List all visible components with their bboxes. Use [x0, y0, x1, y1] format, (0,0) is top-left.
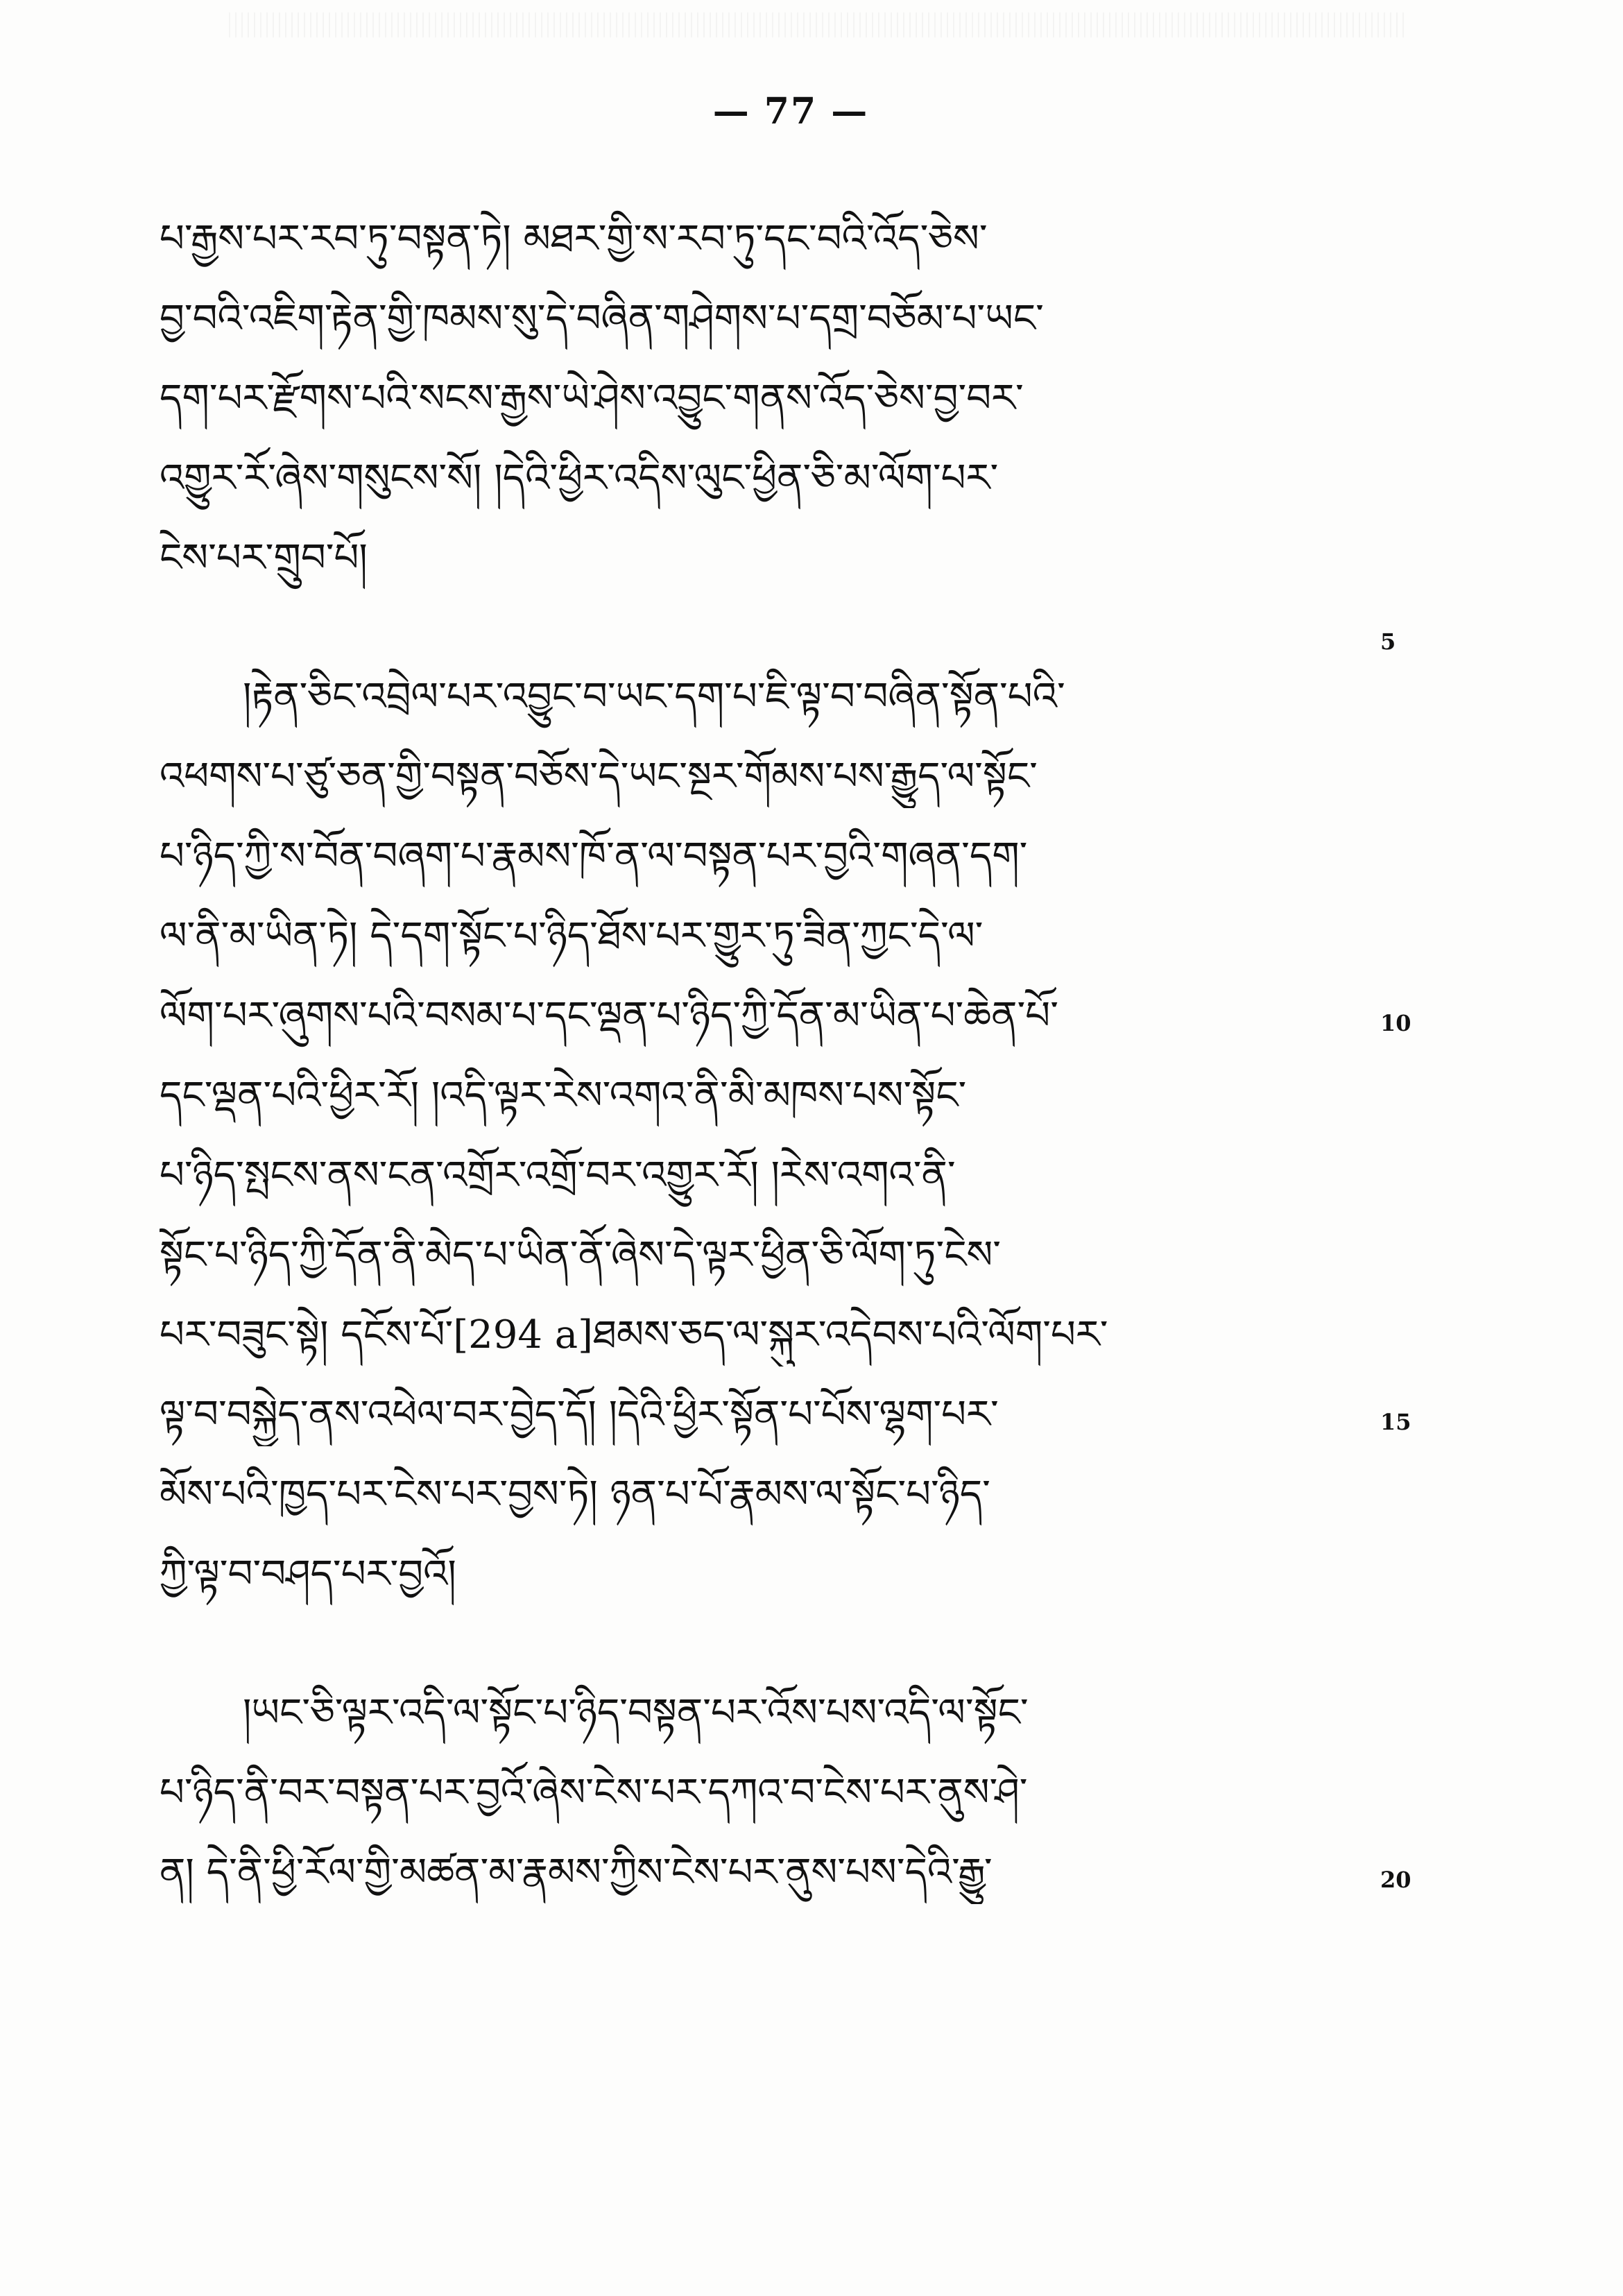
text-line: ལྟ་བ་བསྐྱེད་ནས་འཕེལ་བར་བྱེད་དོ། །དེའི་ཕྱིར་སྟོན་པ་པོས་ལྷག་པར་ — [160, 1392, 999, 1437]
text-line: དག་པར་རྫོགས་པའི་སངས་རྒྱས་ཡེ་ཤེས་འབྱུང་གནས་འོད་ཅེས་བྱ་བར་ — [160, 376, 1024, 421]
text-line: འགྱུར་རོ་ཞེས་གསུངས་སོ། །དེའི་ཕྱིར་འདིས་ལུང་ཕྱིན་ཅི་མ་ལོག་པར་ — [160, 456, 999, 501]
text-line: མོས་པའི་ཁྱད་པར་ངེས་པར་བྱས་ཏེ། ཉན་པ་པོ་རྣམས་ལ་སྟོང་པ་ཉིད་ — [160, 1472, 990, 1517]
text-line: སྟོང་པ་ཉིད་ཀྱི་དོན་ནི་མེད་པ་ཡིན་ནོ་ཞེས་དེ་ལྟར་ཕྱིན་ཅི་ལོག་ཏུ་ངེས་ — [160, 1233, 1002, 1278]
text-line: པ་རྒྱས་པར་རབ་ཏུ་བསྟན་ཏེ། མཐར་གྱི་ས་རབ་ཏུ་དང་བའི་འོད་ཅེས་ — [160, 216, 988, 262]
line-number: 10 — [1380, 1010, 1411, 1036]
text-line: པ་ཉིད་སྤངས་ནས་ངན་འགྲོར་འགྲོ་བར་འགྱུར་རོ། །རེས་འགའ་ནི་ — [160, 1153, 956, 1198]
text-line: བྱ་བའི་འཇིག་རྟེན་གྱི་ཁམས་སུ་དེ་བཞིན་གཤེགས་པ་དགྲ་བཅོམ་པ་ཡང་ — [160, 296, 1044, 341]
text-line: འཕགས་པ་ཙུ་ཅན་གྱི་བསྟན་བཅོས་དེ་ཡང་སྔར་གོམས་པས་རྒྱུད་ལ་སྟོང་ — [160, 754, 1038, 799]
text-line: པ་ཉིད་ནི་བར་བསྟན་པར་བྱའོ་ཞེས་ངེས་པར་དཀའ་བ་ངེས་པར་ནུས་ཤེ་ — [160, 1770, 1028, 1815]
text-line: ལོག་པར་ཞུགས་པའི་བསམ་པ་དང་ལྡན་པ་ཉིད་ཀྱི་དོན་མ་ཡིན་པ་ཆེན་པོ་ — [160, 993, 1058, 1038]
text-line: ངེས་པར་གྲུབ་པོ། — [160, 536, 368, 581]
text-line: པ་ཉིད་ཀྱི་ས་བོན་བཞག་པ་རྣམས་ཁོ་ན་ལ་བསྟན་པར་བྱའི་གཞན་དག་ — [160, 834, 1028, 879]
scan-artifact — [229, 12, 1408, 37]
text-line: ན། དེ་ནི་ཕྱི་རོལ་གྱི་མཚན་མ་རྣམས་ཀྱིས་ངེས་པར་ནུས་པས་དེའི་རྒྱུ་ — [160, 1850, 993, 1895]
text-line: ཀྱི་ལྟ་བ་བཤད་པར་བྱའོ། — [160, 1552, 456, 1597]
paragraph-first-line: །ཡང་ཅི་ལྟར་འདི་ལ་སྟོང་པ་ཉིད་བསྟན་པར་འོས་པས་འདི་ལ་སྟོང་ — [243, 1690, 1029, 1736]
text-line: དང་ལྡན་པའི་ཕྱིར་རོ། །འདི་ལྟར་རེས་འགའ་ནི་མི་མཁས་པས་སྟོང་ — [160, 1073, 967, 1118]
paragraph-first-line: །རྟེན་ཅིང་འབྲེལ་པར་འབྱུང་བ་ཡང་དག་པ་ཇི་ལྟ་བ་བཞིན་སྟོན་པའི་ — [243, 674, 1065, 719]
line-number: 15 — [1380, 1409, 1411, 1435]
line-number: 5 — [1380, 628, 1396, 655]
page-number: — 77 — — [712, 90, 869, 132]
text-line: པར་བཟུང་སྟེ། དངོས་པོ་[294 a]ཐམས་ཅད་ལ་སྐུར་འདེབས་པའི་ལོག་པར་ — [160, 1312, 1108, 1357]
line-number: 20 — [1380, 1867, 1411, 1893]
text-line: ལ་ནི་མ་ཡིན་ཏེ། དེ་དག་སྟོང་པ་ཉིད་ཐོས་པར་གྱུར་ཏུ་ཟིན་ཀྱང་དེ་ལ་ — [160, 914, 984, 959]
